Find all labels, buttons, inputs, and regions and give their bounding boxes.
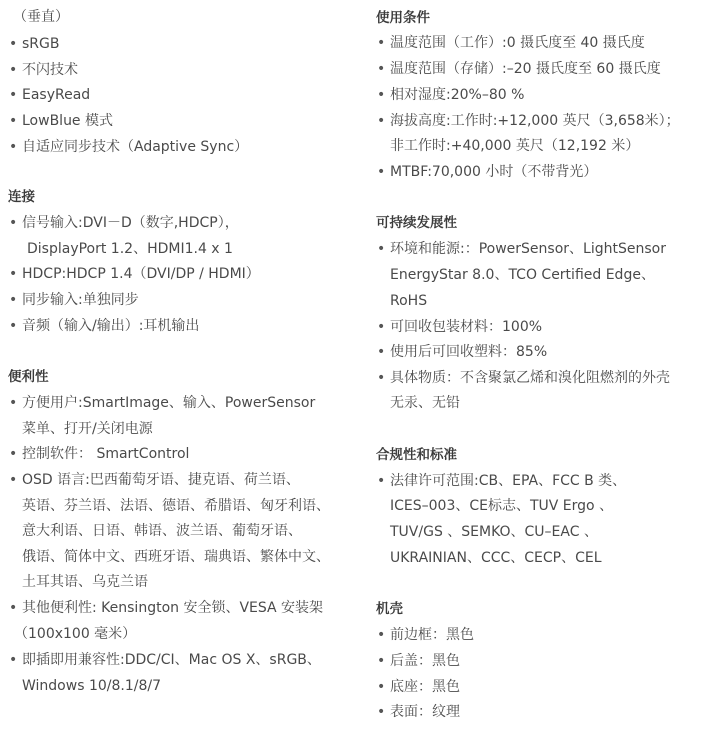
back-cover-item: • 后盖：黑色 [377, 651, 460, 671]
orientation-tail-text: （垂直） [13, 9, 69, 25]
regulatory-line-3: TUV/GS 、SEMKO、CU–EAC 、 [390, 524, 598, 540]
sync-input-item: • 同步输入:单独同步 [9, 290, 139, 310]
bezel-item: • 前边框：黑色 [377, 625, 474, 645]
connectivity-heading: 连接 [8, 189, 35, 205]
substances-line-2: 无汞、无铅 [390, 395, 460, 411]
osd-languages-line-5: 土耳其语、乌克兰语 [22, 574, 148, 590]
osd-languages-line-2: 英语、芬兰语、法语、德语、希腊语、匈牙利语、 [22, 498, 330, 514]
osd-languages-line-1: • OSD 语言:巴西葡萄牙语、捷克语、荷兰语、 [9, 470, 300, 490]
other-convenience-line-1: • 其他便利性: Kensington 安全锁、VESA 安装架 [9, 598, 323, 618]
user-convenience-line-2: 菜单、打开/关闭电源 [22, 421, 153, 437]
regulatory-line-1: • 法律许可范围:CB、EPA、FCC B 类、 [377, 471, 626, 491]
environment-line-3: RoHS [390, 293, 428, 309]
environment-line-2: EnergyStar 8.0、TCO Certified Edge、 [390, 267, 655, 283]
other-convenience-line-2: （100x100 毫米） [14, 626, 137, 642]
regulatory-line-2: ICES–003、CE标志、TUV Ergo 、 [390, 498, 614, 514]
control-software-item: • 控制软件： SmartControl [9, 444, 189, 464]
hdcp-item: • HDCP:HDCP 1.4（DVI/DP / HDMI） [9, 264, 260, 284]
surface-item: • 表面：纹理 [377, 702, 460, 722]
compliance-heading: 合规性和标准 [376, 447, 457, 463]
feature-lowblue: • LowBlue 模式 [9, 111, 113, 131]
mtbf-item: • MTBF:70,000 小时（不带背光） [377, 162, 597, 182]
signal-input-line-1: • 信号输入:DVI－D（数字,HDCP）， [9, 213, 239, 233]
altitude-line-1: • 海拔高度:工作时:+12,000 英尺（3,658米）； [377, 111, 680, 131]
plug-and-play-line-2: Windows 10/8.1/8/7 [22, 678, 161, 694]
altitude-line-2: 非工作时:+40,000 英尺（12,192 米） [390, 138, 640, 154]
base-item: • 底座：黑色 [377, 677, 460, 697]
sustainability-heading: 可持续发展性 [376, 215, 457, 231]
feature-adaptive-sync: • 自适应同步技术（Adaptive Sync） [9, 137, 248, 157]
feature-flicker-free: • 不闪技术 [9, 60, 78, 80]
feature-easyread: • EasyRead [9, 85, 90, 105]
temp-storage-item: • 温度范围（存储）:–20 摄氏度至 60 摄氏度 [377, 59, 661, 79]
osd-languages-line-3: 意大利语、日语、韩语、波兰语、葡萄牙语、 [22, 523, 302, 539]
feature-srgb: • sRGB [9, 34, 59, 54]
signal-input-line-2: DisplayPort 1.2、HDMI1.4 x 1 [27, 241, 233, 257]
substances-line-1: • 具体物质：不含聚氯乙烯和溴化阻燃剂的外壳 [377, 368, 670, 388]
humidity-item: • 相对湿度:20%–80 % [377, 85, 524, 105]
temp-working-item: • 温度范围（工作）:0 摄氏度至 40 摄氏度 [377, 33, 645, 53]
environment-line-1: • 环境和能源:：PowerSensor、LightSensor [377, 239, 666, 259]
osd-languages-line-4: 俄语、简体中文、西班牙语、瑞典语、繁体中文、 [22, 549, 330, 565]
recyclable-packaging-item: • 可回收包装材料：100% [377, 317, 542, 337]
conditions-heading: 使用条件 [376, 10, 430, 26]
regulatory-line-4: UKRAINIAN、CCC、CECP、CEL [390, 550, 602, 566]
audio-item: • 音频（输入/输出）:耳机输出 [9, 316, 199, 336]
plug-and-play-line-1: • 即插即用兼容性:DDC/CI、Mac OS X、sRGB、 [9, 650, 321, 670]
convenience-heading: 便利性 [8, 369, 49, 385]
recycled-plastic-item: • 使用后可回收塑料：85% [377, 342, 547, 362]
cabinet-heading: 机壳 [376, 601, 403, 617]
user-convenience-line-1: • 方便用户:SmartImage、输入、PowerSensor [9, 393, 315, 413]
